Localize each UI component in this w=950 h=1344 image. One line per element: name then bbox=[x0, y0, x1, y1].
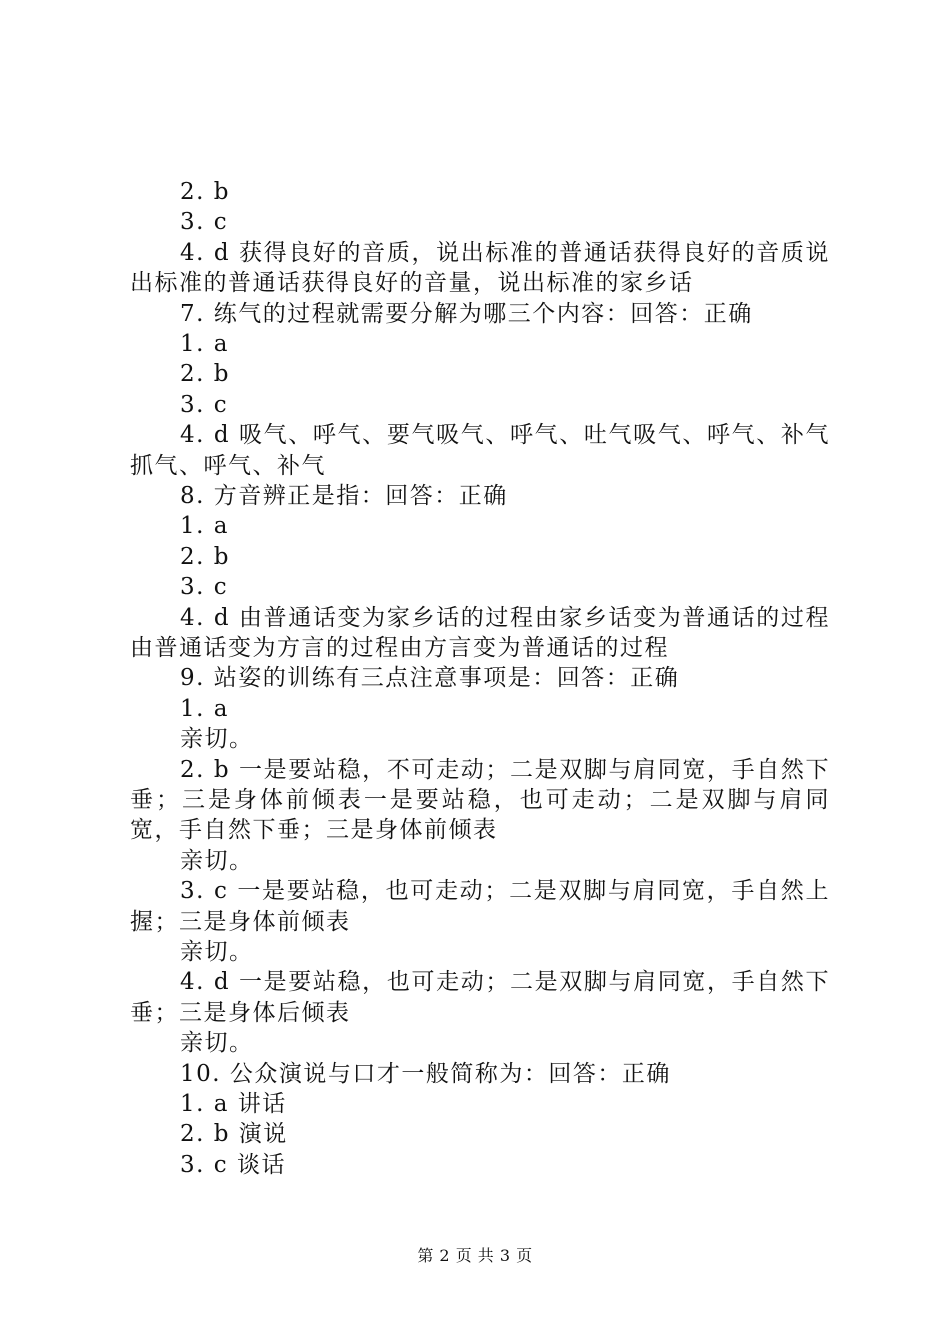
text-line: 1. a bbox=[180, 695, 229, 722]
text-line: 3. c 谈话 bbox=[180, 1151, 286, 1178]
text-line: 2. b bbox=[180, 179, 230, 205]
text-paragraph: 3. c 一是要站稳，也可走动；二是双脚与肩同宽，手自然上握；三是身体前倾表 bbox=[130, 878, 830, 935]
text-line: 1. a 讲话 bbox=[180, 1090, 287, 1117]
text-paragraph: 4. d 吸气、呼气、要气吸气、呼气、吐气吸气、呼气、补气抓气、呼气、补气 bbox=[130, 422, 830, 479]
text-paragraph: 2. b 一是要站稳，不可走动；二是双脚与肩同宽，手自然下垂；三是身体前倾表一是要站稳，也可走动；二是双脚与肩同宽，手自然下垂；三是身体前倾表 bbox=[130, 756, 830, 844]
text-line: 3. c bbox=[180, 574, 229, 601]
question-line: 9. 站姿的训练有三点注意事项是：回答：正确 bbox=[180, 665, 680, 692]
question-line: 7. 练气的过程就需要分解为哪三个内容：回答：正确 bbox=[180, 300, 753, 327]
text-line: 亲切。 bbox=[180, 847, 254, 874]
question-line: 10. 公众演说与口才一般简称为：回答：正确 bbox=[180, 1060, 671, 1087]
text-paragraph: 4. d 由普通话变为家乡话的过程由家乡话变为普通话的过程由普通话变为方言的过程由方言变为普通话的过程 bbox=[130, 604, 830, 661]
text-line: 1. a bbox=[180, 513, 229, 540]
text-paragraph: 4. d 获得良好的音质，说出标准的普通话获得良好的音质说出标准的普通话获得良好的音量，说出标准的家乡话 bbox=[130, 239, 830, 297]
text-line: 2. b bbox=[180, 543, 230, 570]
text-line: 2. b bbox=[180, 361, 230, 388]
text-paragraph: 4. d 一是要站稳，也可走动；二是双脚与肩同宽，手自然下垂；三是身体后倾表 bbox=[130, 969, 830, 1026]
text-line: 3. c bbox=[180, 391, 229, 418]
document-body bbox=[130, 177, 830, 1180]
page-footer: 第 2 页 共 3 页 bbox=[417, 1246, 533, 1265]
text-line: 2. b 演说 bbox=[180, 1121, 288, 1148]
text-line: 亲切。 bbox=[180, 938, 254, 965]
text-line: 3. c bbox=[180, 209, 229, 236]
text-line: 亲切。 bbox=[180, 726, 254, 753]
question-line: 8. 方音辨正是指：回答：正确 bbox=[180, 482, 508, 509]
text-line: 亲切。 bbox=[180, 1030, 254, 1057]
text-line: 1. a bbox=[180, 330, 229, 357]
